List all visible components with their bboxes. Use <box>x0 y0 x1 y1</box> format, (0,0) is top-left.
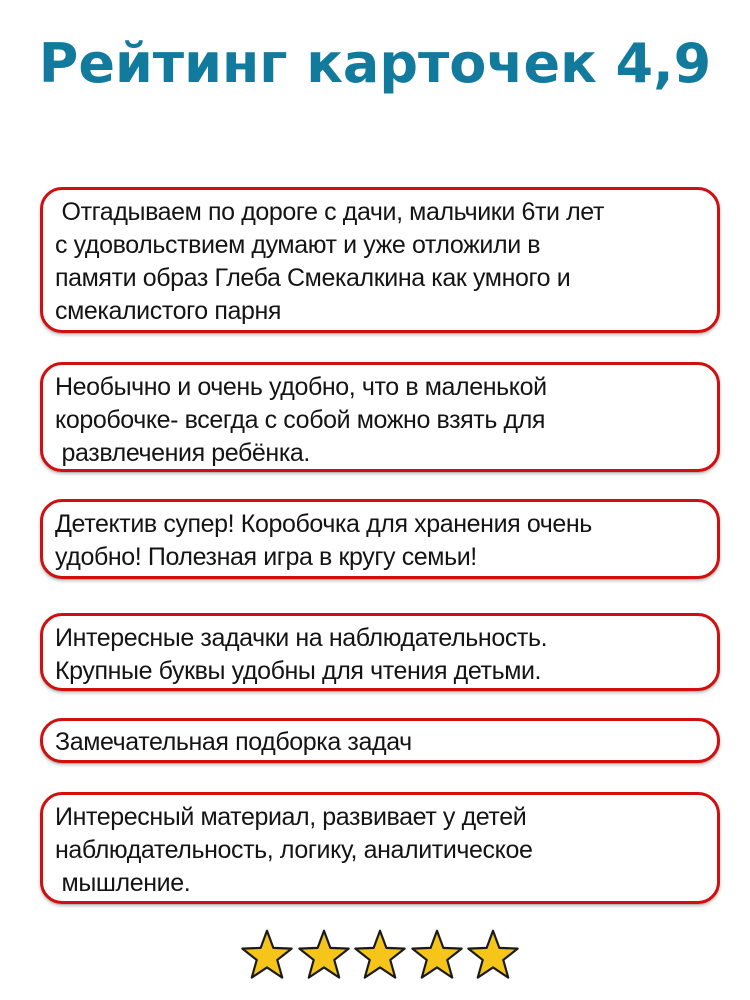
review-text-line: развлечения ребёнка. <box>55 439 310 467</box>
star-icon <box>466 928 520 982</box>
review-text-line: Замечательная подборка задач <box>55 728 412 756</box>
review-text-line: Интересные задачки на наблюдательность. <box>55 624 548 652</box>
star-icon <box>410 928 464 982</box>
review-text-line: памяти образ Глеба Смекалкина как умного и <box>55 264 571 292</box>
review-text-line: с удовольствием думают и уже отложили в <box>55 231 541 259</box>
review-text-line: удобно! Полезная игра в кругу семьи! <box>55 543 477 571</box>
review-text-line: Необычно и очень удобно, что в маленькой <box>55 373 547 401</box>
review-text-line: коробочке- всегда с собой можно взять для <box>55 406 546 434</box>
review-text-line: смекалистого парня <box>55 297 282 325</box>
star-icon <box>240 928 294 982</box>
review-card <box>40 187 720 333</box>
review-text-line: наблюдательность, логику, аналитическое <box>55 836 533 864</box>
review-card <box>40 792 720 904</box>
review-card <box>40 362 720 472</box>
review-text-line: Крупные буквы удобны для чтения детьми. <box>55 657 542 685</box>
review-card <box>40 613 720 691</box>
review-text-line: мышление. <box>55 869 191 897</box>
review-card <box>40 499 720 579</box>
review-text-line: Интересный материал, развивает у детей <box>55 803 527 831</box>
star-icon <box>353 928 407 982</box>
page-title: Рейтинг карточек 4,9 <box>38 32 712 95</box>
review-card <box>40 718 720 763</box>
star-rating <box>240 928 520 984</box>
star-icon <box>297 928 351 982</box>
review-text-line: Детектив супер! Коробочка для хранения очень <box>55 510 592 538</box>
review-text-line: Отгадываем по дороге с дачи, мальчики 6ти лет <box>55 198 605 226</box>
